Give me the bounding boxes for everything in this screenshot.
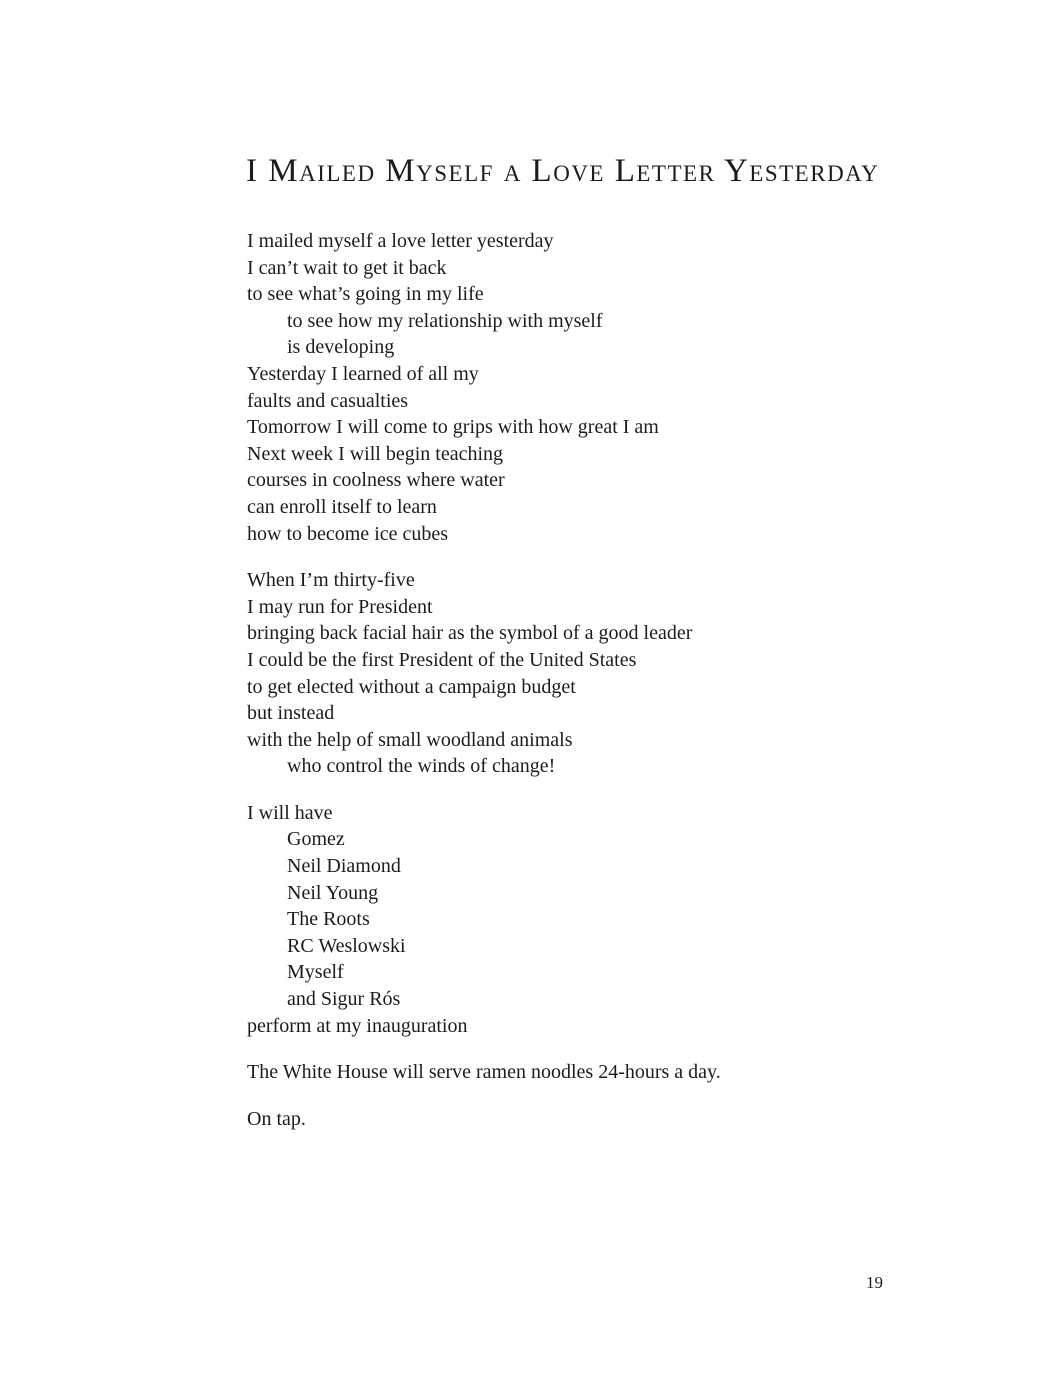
poem-line: to get elected without a campaign budget [247,675,576,698]
poem-line: The Roots [287,908,370,931]
poem-line: Neil Diamond [287,855,401,878]
poem-line: who control the winds of change! [287,755,556,778]
poem-line: courses in coolness where water [247,469,505,492]
poem-line: how to become ice cubes [247,522,449,545]
poem-line: RC Weslowski [287,934,406,957]
poem-line: I could be the first President of the United States [247,648,637,671]
stanza [247,1106,867,1133]
poem-line: Gomez [287,828,345,851]
poem-line: I will have [247,801,333,824]
page-number: 19 [866,1273,883,1292]
poem-body [247,228,867,1152]
poem-line: Yesterday I learned of all my [247,362,479,385]
poem-line: On tap. [247,1107,306,1130]
poem-line: to see how my relationship with myself [287,309,603,332]
stanza [247,567,867,780]
poem-line: and Sigur Rós [287,988,401,1011]
poem-line: is developing [287,336,395,359]
poem-line: I can’t wait to get it back [247,256,447,279]
poem-line: Tomorrow I will come to grips with how great I am [247,416,659,439]
poem-line: When I’m thirty-five [247,569,415,592]
stanza [247,228,867,547]
poem-line: Next week I will begin teaching [247,442,504,465]
poem-line: I mailed myself a love letter yesterday [247,230,554,252]
poem-line: faults and casualties [247,389,409,412]
poem-line: The White House will serve ramen noodles 24-hours a day. [247,1061,721,1084]
stanza [247,1059,867,1086]
poem-line: can enroll itself to learn [247,495,437,518]
poem-line: I may run for President [247,595,433,618]
poem-title: I Mailed Myself a Love Letter Yesterday [246,153,880,189]
stanza [247,800,867,1039]
poem-line: to see what’s going in my life [247,283,484,306]
poem-line: perform at my inauguration [247,1014,468,1037]
poem-line: Neil Young [287,881,379,904]
poem-line: but instead [247,702,335,725]
poem-line: bringing back facial hair as the symbol of a good leader [247,622,693,645]
poem-line: with the help of small woodland animals [247,728,573,751]
poem-line: Myself [287,961,344,984]
